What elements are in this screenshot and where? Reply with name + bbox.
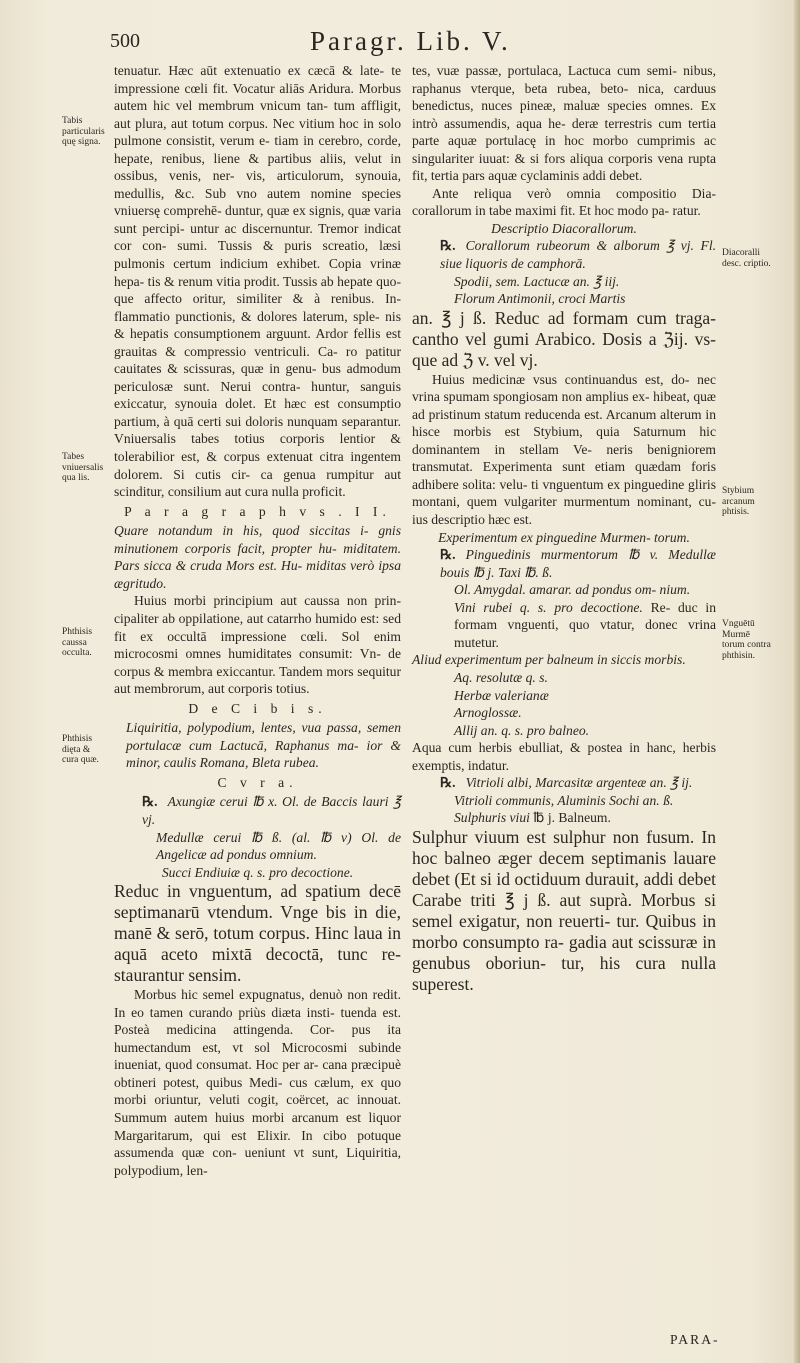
text-paragraph: Morbus hic semel expugnatus, denuò non redit. In eo tamen curando priùs diæta insti- tuenda est. Posteà medicina attingenda. Cor- pus ita humectandum est, vt sol Microcosmi subinde inueniat, quod consumat. Hoc per ar- cana præcipuè obtineri potest, quibus Medi- cus cælum, ex quo morbi oriuntur, veluti cogit, coërcet, ac innouat. Summum autem huius morbi arcanum est liquor Margaritarum, qui est Elixir. In cibo potuque assumenda quæ con- ueniunt vt sunt, Liquiritia, polypodium, len- bbox=[114, 987, 401, 1178]
text-paragraph: Ante reliqua verò omnia compositio Dia- corallorum in tabe maximi fit. Et hoc modo pa- ratur. bbox=[412, 185, 716, 219]
recipe-line: Medullæ cerui ℔ ß. (al. ℔ v) Ol. de Angelicæ ad pondus omnium. bbox=[156, 829, 401, 863]
recipe-line bbox=[114, 793, 401, 828]
recipe-text: Vini rubei q. s. pro decoctione. bbox=[454, 599, 643, 615]
italic-paragraph: Quare notandum in his, quod siccitas i- gnis minutionem corporis facit, propter hu- miditatem. Pars sicca & cruda Mors est. Hu- miditas verò ipsa ægritudo. bbox=[114, 523, 401, 591]
section-heading: Experimentum ex pinguedine Murmen- torum. bbox=[438, 529, 690, 545]
catchword: PARA- bbox=[670, 1332, 720, 1347]
text-paragraph: Huius morbi principium aut caussa non prin- cipaliter ab oppilatione, aut catarrho humido est: sed fit ex occultā impressione cœli. Sol enim microcosmi omnes humiditates consumit: Vn- de corpus & membra exiccantur. Tandem mors sequitur aut membrorum, aut corporis totius. bbox=[114, 593, 401, 697]
section-heading: D e C i b i s. bbox=[188, 700, 327, 716]
margin-note-diacoralli: Diacoralli desc. criptio. bbox=[722, 248, 771, 269]
margin-note-stybium: Stybium arcanum phtisis. bbox=[722, 486, 755, 517]
text-paragraph: tes, vuæ passæ, portulaca, Lactuca cum semi- nibus, raphanus vterque, beta rubea, beto- nica, carduus benedictus, nuces pineæ, maluæ species omnes. Ex intrò assumendis, aqua he- deræ terrestris cum tertia parte aquæ portulacę in hoc morbo cumprimis ac singulariter iuuat: & si fors aliqua corporis vena rupta fit, tertia pars aquæ cyclaminis addi debet. bbox=[412, 63, 716, 184]
italic-paragraph: Liquiritia, polypodium, lentes, vua passa, semen portulacæ cum Lactucā, Raphanus ma- ior & minor, caulis Romana, Bleta rubea. bbox=[126, 720, 401, 771]
recipe-text: Sulphuris viui bbox=[454, 810, 530, 826]
section-heading: Descriptio Diacorallorum. bbox=[491, 220, 637, 236]
recipe-symbol: ℞. bbox=[440, 775, 456, 791]
margin-note-tabes: Tabes vniuersalis qua lis. bbox=[62, 452, 104, 483]
recipe-line: Arnoglossæ. bbox=[454, 705, 522, 721]
recipe-line bbox=[412, 809, 716, 827]
text-paragraph: Huius medicinæ vsus continuandus est, do- nec vrina spumam spongiosam non amplius ex- hibeat, quæ ad pristinum statum reducenda est. Arcanum alterum in hisce morbis est Stybium, quia Saturnum hic dominantem in stellam Ve- neris benigniorem transmutat. Experimenta sunt etiam quædam foris adhibere solita: velu- ti vnguentum ex pinguedine gliris montani, quem vulgariter murmentum nominant, cu- ius descriptio hæc est. bbox=[412, 371, 716, 528]
recipe-text: ℔ j. Balneum. bbox=[529, 810, 611, 826]
recipe-line bbox=[412, 237, 716, 272]
page-header bbox=[110, 26, 750, 60]
recipe-symbol: ℞. bbox=[440, 238, 456, 254]
recipe-line: Allij an. q. s. pro balneo. bbox=[454, 722, 590, 738]
margin-note-vnguentum: Vnguētū Murmē torum contra phthisin. bbox=[722, 619, 771, 661]
recipe-text: Pinguedinis murmentorum ℔ v. Medullæ bouis ℔ j. Taxi ℔. ß. bbox=[440, 547, 716, 580]
recipe-line: Florum Antimonii, croci Martis bbox=[454, 291, 626, 307]
recipe-line bbox=[412, 546, 716, 581]
section-heading: Aliud experimentum per balneum in siccis morbis. bbox=[412, 652, 686, 668]
recipe-symbol: ℞. bbox=[440, 547, 456, 563]
running-title: Paragr. Lib. V. bbox=[310, 26, 511, 56]
margin-note-phthisis-causa: Phthisis caussa occulta. bbox=[62, 627, 93, 658]
right-column bbox=[412, 62, 716, 995]
recipe-line bbox=[412, 599, 716, 652]
recipe-text: Vitrioli albi, Marcasitæ argenteæ an. ℥ ij. bbox=[465, 775, 693, 791]
margin-note-phthisis-dieta: Phthisis dięta & cura quæ. bbox=[62, 734, 99, 765]
recipe-text: Corallorum rubeorum & alborum ℥ vj. Fl. siue liquoris de camphorā. bbox=[440, 238, 716, 272]
recipe-line: Succi Endiuiæ q. s. pro decoctione. bbox=[161, 864, 354, 880]
section-heading: P a r a g r a p h v s . I I. bbox=[124, 503, 391, 519]
large-text-paragraph: an. ℥ j ß. Reduc ad formam cum traga- cantho vel gumi Arabico. Dosis a ℨij. vs- que ad ℨ v. vel vj. bbox=[412, 307, 716, 370]
recipe-line bbox=[412, 774, 716, 792]
text-paragraph: tenuatur. Hæc aūt extenuatio ex cæcā & late- te impressione cœli fit. Vocatur aliās Aridura. Morbus autem hic vel membrum vnicum tan- tum affligit, aut plura, aut totum corpus. Nec vitium hoc in solo pulmone consistit, verum e- tiam in cerebro, corde, hepate, renibus, liene & partibus aliis, velut in ossibus, venis, ner- vis, articulorum, synouia, medullis, &c. Sub vno autem nomine species vniuersę comprehē- duntur, quæ ex signis, quæ varia sunt percipi- untur ac discernuntur. Tremor indicat cor con- sumi. Tussis & puris screatio, læsi pulmonis certum indicium exhibet. Copia vrinæ hepa- tis & renum vitia prodit. Tussis ab hepate quo- que affecto oritur, similiter & à renibus. In- flammatio punctionis, & dolores laterum, sple- nis & hepatis consumptionem arguunt. Ardor fellis est grauitas & compressio ventriculi. Ca- ro patitur cauitates & scissuras, quæ in genu- bus admodum periculosæ sunt. Nerui contra- huntur, sanguis exiccatur, synouia dolet. Et hæc est consumptio partium, à quā certi sui doloris nunquam separantur. Vniuersalis tabes totius corporis lentior & tolerabilior est, & corpus extenuat citra ingentem dolorem. Si cutis cir- ca genua rumpitur aut scinditur, consilium aut cura nulla proficit. bbox=[114, 63, 401, 500]
recipe-line: Herbæ valerianæ bbox=[454, 687, 549, 703]
left-column bbox=[114, 62, 401, 1179]
recipe-text: Axungiæ cerui ℔ x. Ol. de Baccis lauri ℥ vj. bbox=[142, 794, 401, 827]
text-paragraph: Aqua cum herbis ebulliat, & postea in hanc, herbis exemptis, indatur. bbox=[412, 740, 716, 773]
recipe-line: Ol. Amygdal. amarar. ad pondus om- nium. bbox=[454, 582, 691, 598]
recipe-text: Re- duc in formam vnguenti, quo vtatur, donec vrina mutetur. bbox=[454, 599, 716, 650]
recipe-line: Vitrioli communis, Aluminis Sochi an. ß. bbox=[454, 792, 674, 808]
recipe-line: Spodii, sem. Lactucæ an. ℥ iij. bbox=[454, 273, 620, 289]
margin-note-tabis: Tabis particularis quę signa. bbox=[62, 116, 105, 147]
page-number: 500 bbox=[110, 30, 140, 52]
recipe-symbol: ℞. bbox=[142, 794, 158, 810]
large-text-paragraph: Sulphur viuum est sulphur non fusum. In hoc balneo æger decem septimanis lauare debet (Et si id octiduum durauit, addi debet Carabe triti ℥ j ß. aut suprà. Morbus si semel exigatur, non reuerti- tur. Quibus in morbo consumpto ra- gadia aut scissuræ in genubus oboriun- tur, his cura nulla superest. bbox=[412, 826, 716, 994]
recipe-line: Aq. resolutæ q. s. bbox=[454, 669, 548, 685]
section-heading: C v r a. bbox=[217, 774, 298, 790]
page-edge bbox=[794, 0, 800, 1363]
large-text-paragraph: Reduc in vnguentum, ad spatium decē septimanarū vtendum. Vnge bis in die, manē & serō, totum corpus. Hinc laua in aquā aceto mixtā decoctā, tunc re- staurantur sensim. bbox=[114, 881, 401, 986]
